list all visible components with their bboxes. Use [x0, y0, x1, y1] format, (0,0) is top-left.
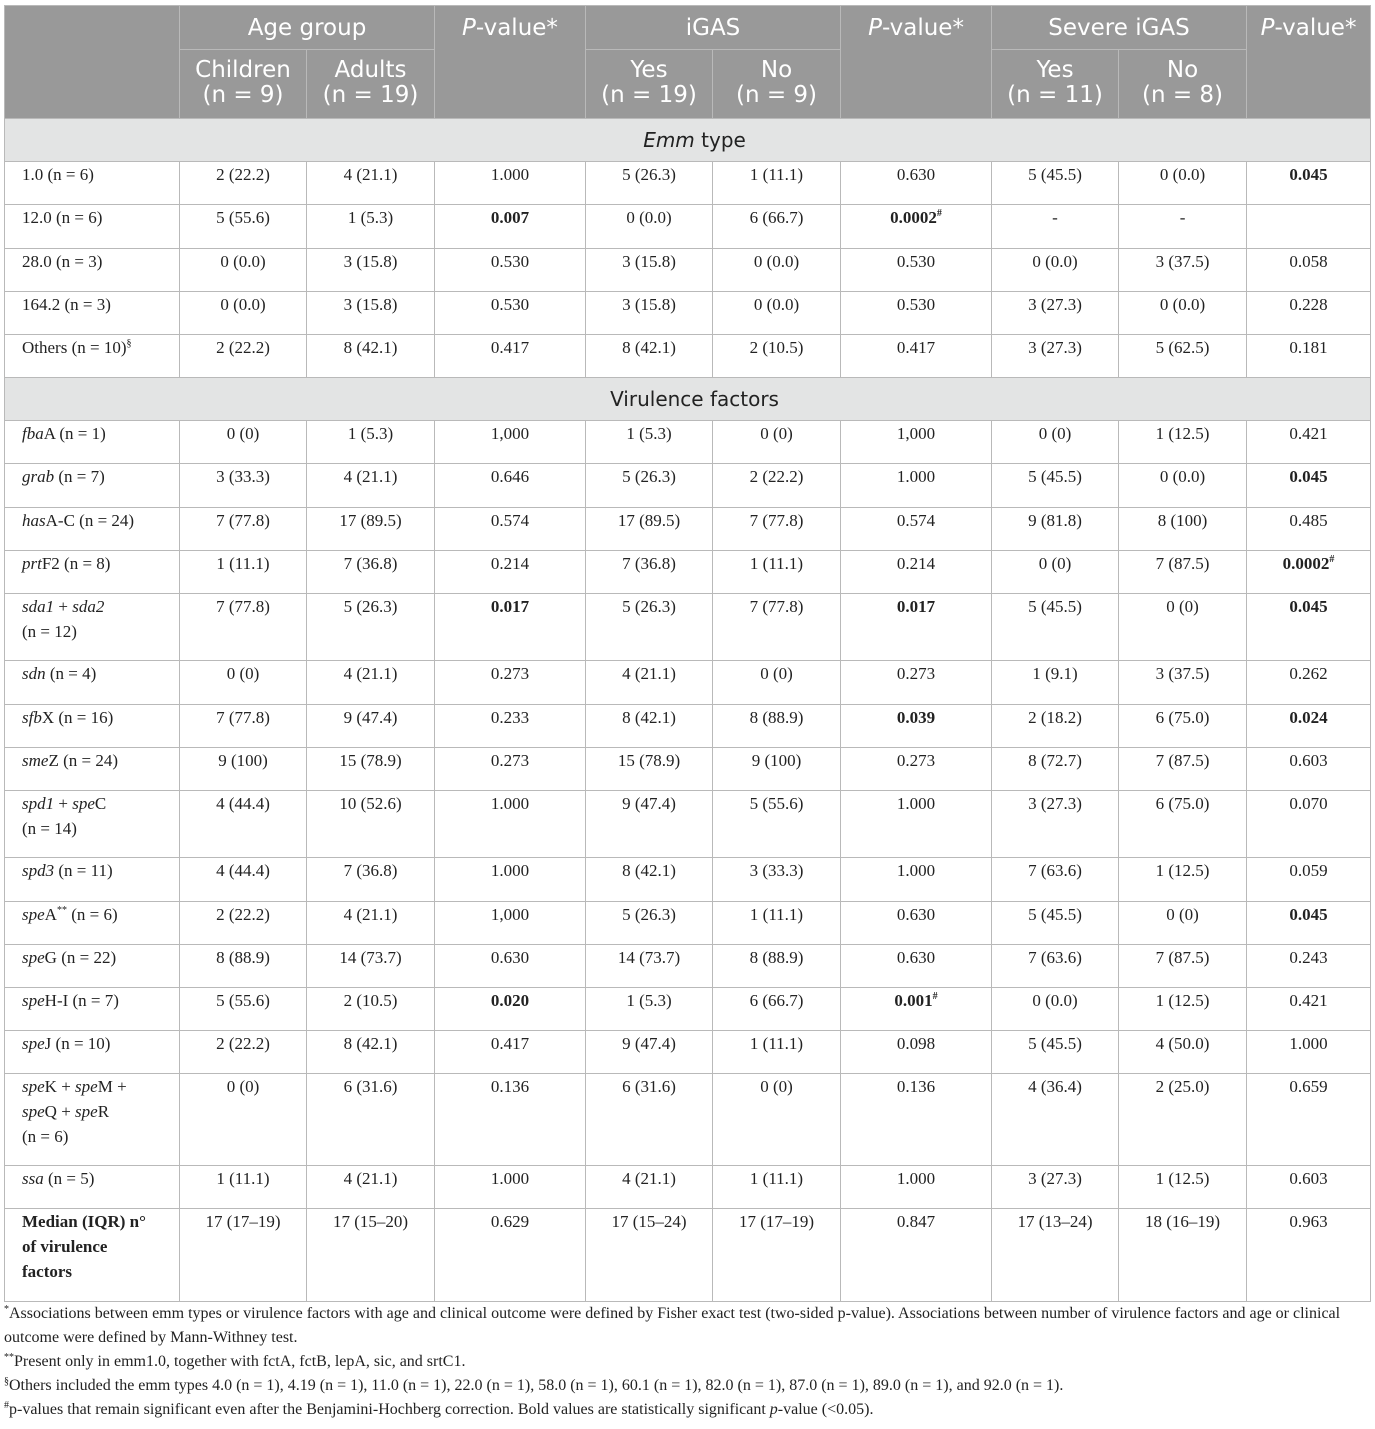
cell: 5 (26.3)	[586, 162, 713, 205]
cell: 8 (42.1)	[586, 335, 713, 378]
cell: 6 (66.7)	[713, 988, 841, 1031]
table-row	[5, 551, 1371, 594]
cell: 10 (52.6)	[307, 791, 435, 858]
cell: 3 (15.8)	[307, 249, 435, 292]
cell: 17 (17–19)	[713, 1209, 841, 1302]
cell: 0.136	[841, 1074, 992, 1166]
cell: 9 (100)	[713, 748, 841, 791]
table-row	[5, 335, 1371, 378]
row-label: sda1 + sda2 (n = 12)	[5, 594, 180, 661]
cell: 6 (66.7)	[713, 205, 841, 249]
cell: 4 (21.1)	[307, 902, 435, 945]
cell: 4 (21.1)	[586, 1166, 713, 1209]
cell: 5 (55.6)	[713, 791, 841, 858]
cell: 0.098	[841, 1031, 992, 1074]
cell: 5 (26.3)	[307, 594, 435, 661]
cell: 2 (25.0)	[1119, 1074, 1247, 1166]
cell: 1 (11.1)	[713, 1031, 841, 1074]
cell: 0.530	[841, 292, 992, 335]
header-igas-no: No (n = 9)	[713, 50, 841, 119]
cell: 3 (37.5)	[1119, 661, 1247, 705]
cell: 0 (0.0)	[992, 988, 1119, 1031]
cell: 5 (45.5)	[992, 902, 1119, 945]
cell: 5 (45.5)	[992, 162, 1119, 205]
cell: 0 (0.0)	[586, 205, 713, 249]
row-label: speJ (n = 10)	[5, 1031, 180, 1074]
header-igas-yes: Yes (n = 19)	[586, 50, 713, 119]
table-row	[5, 421, 1371, 464]
cell: 3 (27.3)	[992, 1166, 1119, 1209]
cell: 5 (55.6)	[180, 205, 307, 249]
cell: 0 (0.0)	[180, 249, 307, 292]
cell: 1 (11.1)	[713, 551, 841, 594]
cell: 15 (78.9)	[586, 748, 713, 791]
cell: 0.646	[435, 464, 586, 508]
row-label: 164.2 (n = 3)	[5, 292, 180, 335]
cell: 4 (21.1)	[307, 464, 435, 508]
row-label: speK + speM + speQ + speR (n = 6)	[5, 1074, 180, 1166]
cell: 17 (15–20)	[307, 1209, 435, 1302]
cell: 1,000	[435, 902, 586, 945]
cell: 5 (45.5)	[992, 464, 1119, 508]
cell: 4 (50.0)	[1119, 1031, 1247, 1074]
cell: 0.417	[435, 1031, 586, 1074]
cell: 1.000	[841, 1166, 992, 1209]
cell: 0.007	[435, 205, 586, 249]
cell: 3 (27.3)	[992, 791, 1119, 858]
cell: 8 (100)	[1119, 508, 1247, 551]
cell: 0 (0)	[180, 421, 307, 464]
cell: 1,000	[435, 421, 586, 464]
cell: 0.421	[1247, 988, 1371, 1031]
cell: 3 (33.3)	[180, 464, 307, 508]
row-label: sfbX (n = 16)	[5, 705, 180, 748]
table-row	[5, 205, 1371, 249]
cell: 9 (81.8)	[992, 508, 1119, 551]
cell: 0.847	[841, 1209, 992, 1302]
cell: 4 (44.4)	[180, 791, 307, 858]
cell: 3 (15.8)	[307, 292, 435, 335]
footnote-hash: #p-values that remain significant even after the Benjamini-Hochberg correction. Bold values are statistically significant p-value (<0.05).	[4, 1400, 874, 1418]
cell: 0 (0)	[713, 421, 841, 464]
cell: 0.243	[1247, 945, 1371, 988]
row-label: 12.0 (n = 6)	[5, 205, 180, 249]
cell: 1.000	[435, 1166, 586, 1209]
cell: 5 (55.6)	[180, 988, 307, 1031]
cell: 9 (47.4)	[586, 1031, 713, 1074]
table-row	[5, 791, 1371, 858]
table-row-median	[5, 1209, 1371, 1302]
cell: 1.000	[435, 858, 586, 902]
cell: 0.630	[841, 902, 992, 945]
cell: 14 (73.7)	[586, 945, 713, 988]
table-row	[5, 162, 1371, 205]
cell: 1.000	[1247, 1031, 1371, 1074]
cell: 2 (22.2)	[180, 162, 307, 205]
row-label: smeZ (n = 24)	[5, 748, 180, 791]
results-table-container	[4, 5, 1370, 1302]
cell: 1,000	[841, 421, 992, 464]
cell: 0.630	[435, 945, 586, 988]
cell: 0 (0)	[992, 551, 1119, 594]
header-pvalue-severe: P-value*	[1247, 6, 1371, 119]
cell: 0.045	[1247, 594, 1371, 661]
row-label: ssa (n = 5)	[5, 1166, 180, 1209]
row-label: prtF2 (n = 8)	[5, 551, 180, 594]
cell: 2 (22.2)	[713, 464, 841, 508]
cell: 3 (15.8)	[586, 249, 713, 292]
cell: 7 (63.6)	[992, 945, 1119, 988]
cell: 1 (11.1)	[713, 1166, 841, 1209]
cell: 1 (12.5)	[1119, 1166, 1247, 1209]
row-label: spd3 (n = 11)	[5, 858, 180, 902]
cell: 0 (0)	[713, 661, 841, 705]
cell: 17 (89.5)	[307, 508, 435, 551]
cell: 0.228	[1247, 292, 1371, 335]
cell: 0.629	[435, 1209, 586, 1302]
cell: -	[1119, 205, 1247, 249]
cell: 8 (42.1)	[586, 858, 713, 902]
header-igas: iGAS	[586, 6, 841, 50]
cell: 0.136	[435, 1074, 586, 1166]
cell: 7 (36.8)	[307, 551, 435, 594]
cell: 0.181	[1247, 335, 1371, 378]
cell: 0.0002#	[841, 205, 992, 249]
cell: 8 (42.1)	[307, 1031, 435, 1074]
cell: 1 (11.1)	[180, 1166, 307, 1209]
table-body	[5, 119, 1371, 1302]
cell: 7 (77.8)	[180, 705, 307, 748]
cell	[1247, 205, 1371, 249]
cell: 0 (0.0)	[713, 292, 841, 335]
cell: 2 (10.5)	[307, 988, 435, 1031]
row-label: 28.0 (n = 3)	[5, 249, 180, 292]
cell: 9 (100)	[180, 748, 307, 791]
row-label: Others (n = 10)§	[5, 335, 180, 378]
cell: 17 (89.5)	[586, 508, 713, 551]
cell: 7 (36.8)	[307, 858, 435, 902]
cell: 9 (47.4)	[586, 791, 713, 858]
cell: 0.070	[1247, 791, 1371, 858]
cell: 4 (21.1)	[586, 661, 713, 705]
cell: 0 (0)	[180, 1074, 307, 1166]
cell: 0 (0)	[992, 421, 1119, 464]
cell: 0.001#	[841, 988, 992, 1031]
cell: 17 (15–24)	[586, 1209, 713, 1302]
cell: 0.530	[435, 249, 586, 292]
table-row	[5, 1031, 1371, 1074]
cell: 0 (0)	[180, 661, 307, 705]
cell: 4 (21.1)	[307, 661, 435, 705]
cell: 0.574	[435, 508, 586, 551]
cell: 1.000	[435, 162, 586, 205]
section-row-emm-type	[5, 119, 1371, 162]
cell: 0.039	[841, 705, 992, 748]
cell: 7 (87.5)	[1119, 551, 1247, 594]
cell: 3 (15.8)	[586, 292, 713, 335]
cell: 0.017	[841, 594, 992, 661]
header-children: Children (n = 9)	[180, 50, 307, 119]
row-label: speG (n = 22)	[5, 945, 180, 988]
cell: 1.000	[841, 464, 992, 508]
cell: 5 (45.5)	[992, 594, 1119, 661]
cell: 6 (75.0)	[1119, 705, 1247, 748]
cell: 2 (22.2)	[180, 902, 307, 945]
table-row	[5, 249, 1371, 292]
cell: 0.421	[1247, 421, 1371, 464]
cell: 2 (10.5)	[713, 335, 841, 378]
cell: 0.273	[841, 661, 992, 705]
cell: 4 (44.4)	[180, 858, 307, 902]
cell: 0.233	[435, 705, 586, 748]
footnote-section: §Others included the emm types 4.0 (n = 1), 4.19 (n = 1), 11.0 (n = 1), 22.0 (n = 1), 58.0 (n = 1), 60.1 (n = 1), 82.0 (n = 1), 87.0 (n = 1), 89.0 (n = 1), and 92.0 (n = 1).	[4, 1376, 1064, 1394]
cell: 1 (11.1)	[713, 902, 841, 945]
cell: 1 (5.3)	[586, 421, 713, 464]
cell: 1 (5.3)	[586, 988, 713, 1031]
section-row-virulence	[5, 378, 1371, 421]
header-age-group: Age group	[180, 6, 435, 50]
header-pvalue-igas: P-value*	[841, 6, 992, 119]
cell: 0.020	[435, 988, 586, 1031]
cell: 0.630	[841, 162, 992, 205]
cell: 0 (0.0)	[180, 292, 307, 335]
cell: 0.485	[1247, 508, 1371, 551]
cell: 5 (26.3)	[586, 464, 713, 508]
footnote-double-star: **Present only in emm1.0, together with fctA, fctB, lepA, sic, and srtC1.	[4, 1352, 466, 1370]
cell: 6 (31.6)	[586, 1074, 713, 1166]
cell: 1 (12.5)	[1119, 858, 1247, 902]
cell: 1.000	[841, 858, 992, 902]
table-row	[5, 858, 1371, 902]
cell: 7 (63.6)	[992, 858, 1119, 902]
cell: 0 (0)	[1119, 594, 1247, 661]
cell: 1 (12.5)	[1119, 988, 1247, 1031]
cell: 8 (72.7)	[992, 748, 1119, 791]
cell: 7 (36.8)	[586, 551, 713, 594]
table-row	[5, 705, 1371, 748]
cell: 7 (77.8)	[713, 508, 841, 551]
table-row	[5, 464, 1371, 508]
cell: 3 (33.3)	[713, 858, 841, 902]
cell: 2 (18.2)	[992, 705, 1119, 748]
section-emm-type: Emm type	[5, 119, 1371, 162]
cell: 14 (73.7)	[307, 945, 435, 988]
cell: 5 (45.5)	[992, 1031, 1119, 1074]
cell: 1 (5.3)	[307, 205, 435, 249]
cell: 0.058	[1247, 249, 1371, 292]
cell: 3 (27.3)	[992, 335, 1119, 378]
table-row	[5, 594, 1371, 661]
table-row	[5, 1166, 1371, 1209]
cell: 4 (36.4)	[992, 1074, 1119, 1166]
cell: 0.214	[841, 551, 992, 594]
footnote-star: *Associations between emm types or virulence factors with age and clinical outcome were defined by Fisher exact test (two-sided p-value). Associations between number of virulence factors and age or clinical outcome were defined by Mann-Withney test.	[4, 1304, 1341, 1346]
cell: 0 (0)	[713, 1074, 841, 1166]
cell: 2 (22.2)	[180, 335, 307, 378]
table-row	[5, 945, 1371, 988]
row-label: speA** (n = 6)	[5, 902, 180, 945]
cell: 0.045	[1247, 902, 1371, 945]
cell: 7 (77.8)	[180, 508, 307, 551]
cell: 0.024	[1247, 705, 1371, 748]
cell: 3 (27.3)	[992, 292, 1119, 335]
cell: 4 (21.1)	[307, 162, 435, 205]
cell: 7 (77.8)	[180, 594, 307, 661]
row-label: fbaA (n = 1)	[5, 421, 180, 464]
cell: 6 (75.0)	[1119, 791, 1247, 858]
cell: 0.017	[435, 594, 586, 661]
cell: 1.000	[435, 791, 586, 858]
cell: 0 (0.0)	[1119, 162, 1247, 205]
results-table	[4, 5, 1371, 1302]
section-virulence-factors: Virulence factors	[5, 378, 1371, 421]
cell: 0.530	[841, 249, 992, 292]
table-row	[5, 661, 1371, 705]
cell: 0.214	[435, 551, 586, 594]
cell: 18 (16–19)	[1119, 1209, 1247, 1302]
row-label-median: Median (IQR) n° of virulence factors	[5, 1209, 180, 1302]
cell: 1 (12.5)	[1119, 421, 1247, 464]
table-row	[5, 292, 1371, 335]
cell: 0.273	[435, 661, 586, 705]
cell: 0.0002#	[1247, 551, 1371, 594]
cell: 1 (5.3)	[307, 421, 435, 464]
cell: 0.574	[841, 508, 992, 551]
cell: 0.417	[435, 335, 586, 378]
cell: 0 (0.0)	[713, 249, 841, 292]
cell: 2 (22.2)	[180, 1031, 307, 1074]
table-row	[5, 902, 1371, 945]
cell: 0.530	[435, 292, 586, 335]
table-row	[5, 748, 1371, 791]
table-row	[5, 988, 1371, 1031]
cell: 8 (88.9)	[180, 945, 307, 988]
cell: 7 (87.5)	[1119, 945, 1247, 988]
cell: 3 (37.5)	[1119, 249, 1247, 292]
cell: 0.603	[1247, 1166, 1371, 1209]
header-blank-cell	[5, 6, 180, 119]
cell: 9 (47.4)	[307, 705, 435, 748]
header-severe-no: No (n = 8)	[1119, 50, 1247, 119]
cell: 0 (0)	[1119, 902, 1247, 945]
cell: 0.273	[841, 748, 992, 791]
cell: 15 (78.9)	[307, 748, 435, 791]
row-label: 1.0 (n = 6)	[5, 162, 180, 205]
cell: 17 (17–19)	[180, 1209, 307, 1302]
cell: -	[992, 205, 1119, 249]
table-row	[5, 508, 1371, 551]
cell: 4 (21.1)	[307, 1166, 435, 1209]
cell: 0 (0.0)	[992, 249, 1119, 292]
cell: 0.262	[1247, 661, 1371, 705]
cell: 0 (0.0)	[1119, 292, 1247, 335]
cell: 5 (26.3)	[586, 902, 713, 945]
row-label: hasA-C (n = 24)	[5, 508, 180, 551]
cell: 17 (13–24)	[992, 1209, 1119, 1302]
cell: 0.659	[1247, 1074, 1371, 1166]
header-severe-yes: Yes (n = 11)	[992, 50, 1119, 119]
cell: 1 (9.1)	[992, 661, 1119, 705]
cell: 8 (42.1)	[307, 335, 435, 378]
cell: 0.630	[841, 945, 992, 988]
row-label: grab (n = 7)	[5, 464, 180, 508]
cell: 8 (88.9)	[713, 705, 841, 748]
cell: 8 (42.1)	[586, 705, 713, 748]
cell: 1 (11.1)	[180, 551, 307, 594]
table-footnotes	[4, 1302, 1372, 1422]
row-label: spd1 + speC (n = 14)	[5, 791, 180, 858]
row-label: speH-I (n = 7)	[5, 988, 180, 1031]
cell: 7 (77.8)	[713, 594, 841, 661]
cell: 0.059	[1247, 858, 1371, 902]
cell: 0.273	[435, 748, 586, 791]
cell: 8 (88.9)	[713, 945, 841, 988]
cell: 5 (62.5)	[1119, 335, 1247, 378]
cell: 1 (11.1)	[713, 162, 841, 205]
cell: 0.045	[1247, 162, 1371, 205]
cell: 0 (0.0)	[1119, 464, 1247, 508]
cell: 1.000	[841, 791, 992, 858]
header-adults: Adults (n = 19)	[307, 50, 435, 119]
cell: 0.417	[841, 335, 992, 378]
cell: 7 (87.5)	[1119, 748, 1247, 791]
header-pvalue-age: P-value*	[435, 6, 586, 119]
cell: 0.963	[1247, 1209, 1371, 1302]
cell: 0.603	[1247, 748, 1371, 791]
header-severe-igas: Severe iGAS	[992, 6, 1247, 50]
table-header	[5, 6, 1371, 119]
cell: 5 (26.3)	[586, 594, 713, 661]
table-row	[5, 1074, 1371, 1166]
row-label: sdn (n = 4)	[5, 661, 180, 705]
cell: 0.045	[1247, 464, 1371, 508]
cell: 6 (31.6)	[307, 1074, 435, 1166]
